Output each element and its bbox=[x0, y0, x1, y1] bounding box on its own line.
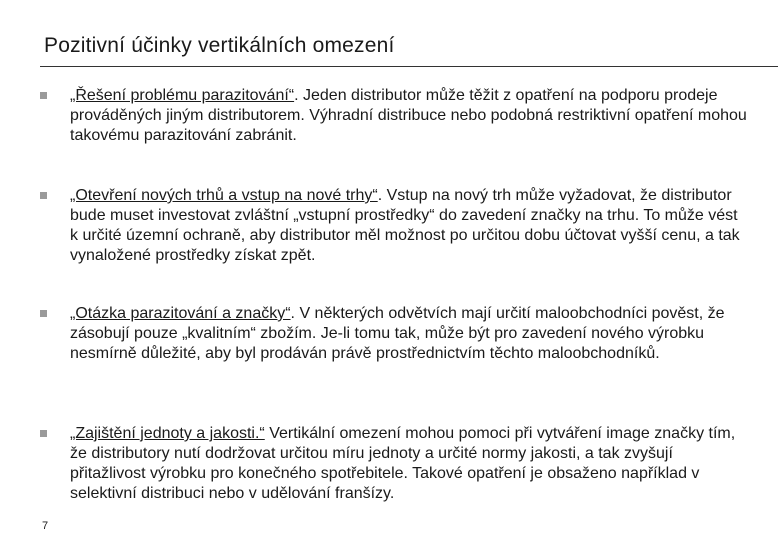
bullet-lead: „Řešení problému parazitování“ bbox=[70, 87, 295, 104]
bullet-body: . Jeden distributor může těžit z opatření na podporu prodeje prováděných jiným distributorem. Výhradní distribuce nebo podobná restriktivní opatření mohou takovému parazitování zabránit. bbox=[70, 87, 747, 144]
bullet-lead: „Otevření nových trhů a vstup na nové trhy“ bbox=[70, 187, 378, 204]
bullet-lead: „Zajištění jednoty a jakosti.“ bbox=[70, 425, 265, 442]
title-divider bbox=[40, 66, 778, 67]
slide-title: Pozitivní účinky vertikálních omezení bbox=[44, 34, 395, 57]
square-bullet-icon bbox=[40, 92, 47, 99]
bullet-text bbox=[70, 304, 750, 364]
square-bullet-icon bbox=[40, 430, 47, 437]
bullet-body: Vertikální omezení mohou pomoci při vytváření image značky tím, že distributory nutí dodržovat určitou míru jednoty a určité normy jakosti, a tak zvyšují přitažlivost výrobku pro konečného spotřebitele. Takové opatření je obsaženo například v selektivní distribuci nebo v udělování franšízy. bbox=[70, 425, 736, 502]
square-bullet-icon bbox=[40, 310, 47, 317]
bullet-body: . Vstup na nový trh může vyžadovat, že distributor bude muset investovat zvláštní „vstupní prostředky“ do zavedení značky na trhu. To může vést k určité územní ochraně, aby distributor měl možnost po určitou dobu účtovat vyšší cenu, a tak vynaložené prostředky získat zpět. bbox=[70, 187, 740, 264]
bullet-body: . V některých odvětvích mají určití maloobchodníci pověst, že zásobují pouze „kvalitním“ zbožím. Je-li tomu tak, může být pro zavedení nového výrobku nesmírně důležité, aby byl prodáván právě prostřednictvím těchto maloobchodníků. bbox=[70, 305, 725, 362]
bullet-lead: „Otázka parazitování a značky“ bbox=[70, 305, 291, 322]
bullet-text bbox=[70, 186, 750, 266]
bullet-text bbox=[70, 86, 750, 146]
page-number: 7 bbox=[42, 520, 49, 532]
square-bullet-icon bbox=[40, 192, 47, 199]
bullet-text bbox=[70, 424, 750, 504]
